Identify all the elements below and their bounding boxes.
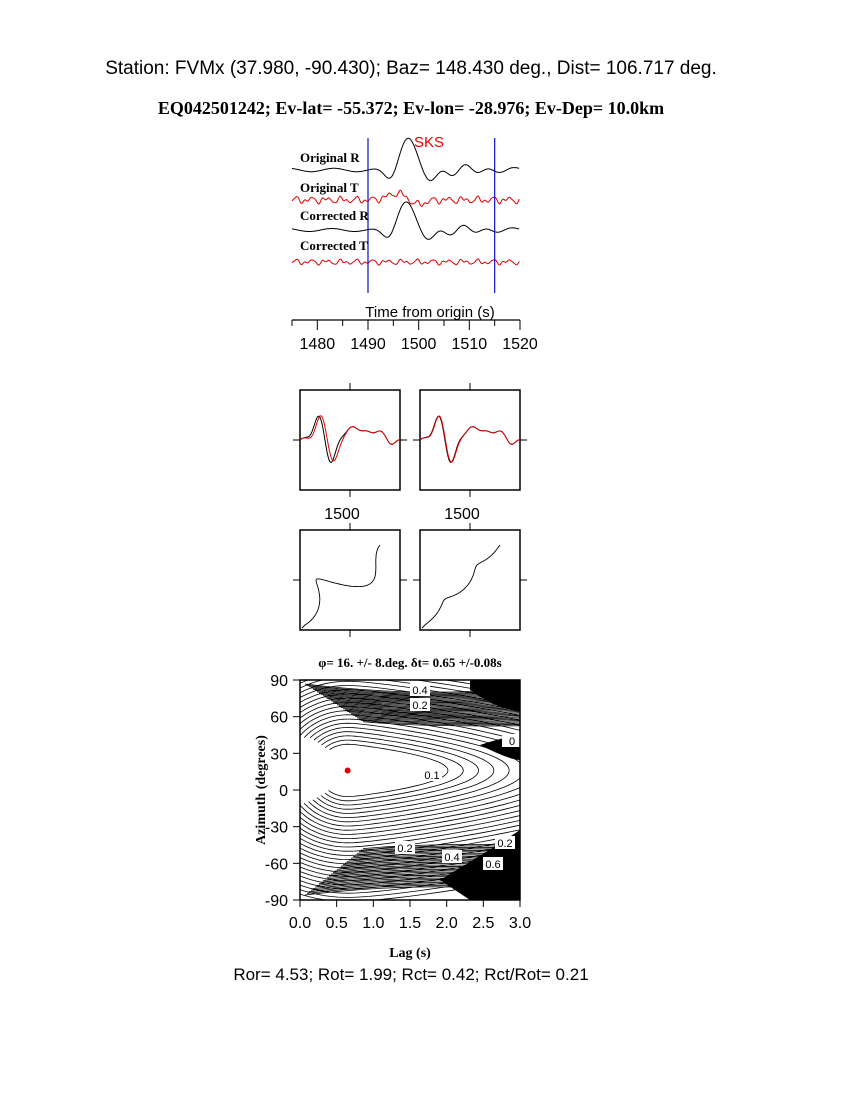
time-tick-label: 1480 [299, 336, 336, 353]
contour-line [285, 702, 601, 838]
energy-grid-title: φ= 16. +/- 8.deg. δt= 0.65 +/-0.08s [318, 655, 502, 670]
ratios-footer: Ror= 4.53; Rot= 1.99; Rct= 0.42; Rct/Rot= 0.21 [233, 965, 589, 984]
particle-motion-original-curve [302, 545, 380, 628]
overlay-frame-corrected [420, 390, 520, 490]
overlay-original-ticks [293, 383, 407, 497]
trace-corrected-t [292, 259, 519, 265]
trace-label-original-r: Original R [300, 150, 360, 165]
lag-tick-label: 1.5 [398, 915, 422, 932]
pm-corrected-ticks [413, 523, 527, 637]
time-axis-label: Time from origin (s) [365, 304, 495, 321]
azimuth-tick-label: -60 [264, 856, 288, 874]
azimuth-axis-label: Azimuth (degrees) [254, 735, 269, 845]
contour-line [309, 723, 525, 817]
contour-label: 0.2 [412, 700, 428, 712]
waveform-overlay-original-panel [293, 383, 407, 523]
trace-label-corrected-r: Corrected R [300, 208, 369, 223]
lag-tick-label: 3.0 [508, 915, 532, 932]
particle-motion-corrected-curve [422, 545, 500, 628]
overlay-corrected-ticks [413, 383, 527, 497]
event-info-title: EQ042501242; Ev-lat= -55.372; Ev-lon= -28.976; Ev-Dep= 10.0km [157, 98, 665, 118]
overlay-frame-original [300, 390, 400, 490]
contour-line [254, 677, 693, 864]
contour-label: 0.4 [444, 852, 460, 864]
contour-label: 0.6 [485, 859, 501, 871]
azimuth-tick-label: 30 [270, 746, 288, 764]
seismogram-panel [292, 134, 538, 353]
pm-original-ticks [293, 523, 407, 637]
phase-label-sks: SKS [414, 134, 445, 151]
overlay-original-radial [300, 416, 400, 462]
azimuth-tick-label: 0 [279, 783, 288, 800]
lag-tick-label: 0.5 [325, 915, 348, 932]
overlay-corrected-tick-label: 1500 [444, 506, 480, 523]
time-tick-label: 1510 [451, 336, 488, 353]
time-tick-label: 1500 [400, 336, 437, 353]
particle-motion-original-panel [293, 523, 407, 637]
pm-frame-corrected [420, 530, 520, 630]
azimuth-tick-label: 60 [270, 709, 288, 727]
contour-lines [207, 639, 830, 901]
lag-axis-label: Lag (s) [389, 946, 431, 961]
trace-label-corrected-t: Corrected T [300, 238, 368, 253]
lag-tick-label: 2.0 [435, 915, 458, 932]
best-fit-marker [345, 767, 351, 773]
azimuth-tick-label: -90 [264, 893, 288, 910]
contour-label: 0.2 [497, 838, 513, 850]
station-info-title: Station: FVMx (37.980, -90.430); Baz= 148.430 deg., Dist= 106.717 deg. [105, 58, 717, 79]
trace-label-original-t: Original T [300, 180, 359, 195]
waveform-overlay-corrected-panel [413, 383, 527, 523]
lag-tick-label: 0.0 [288, 915, 312, 932]
overlay-original-tick-label: 1500 [324, 506, 360, 523]
lag-tick-label: 2.5 [472, 915, 495, 932]
contour-label: 0.2 [397, 843, 413, 855]
overlay-corrected-transverse [420, 416, 520, 462]
energy-grid-panel [207, 639, 830, 961]
contour-label: 0 [508, 736, 516, 748]
azimuth-tick-label: -30 [264, 819, 288, 837]
particle-motion-corrected-panel [413, 523, 527, 637]
azimuth-tick-label: 90 [270, 673, 288, 690]
time-tick-label: 1490 [350, 336, 386, 353]
time-tick-label: 1520 [502, 336, 538, 353]
contour-label: 0.1 [424, 770, 440, 782]
lag-tick-label: 1.0 [362, 915, 385, 932]
contour-label: 0.4 [412, 685, 428, 697]
